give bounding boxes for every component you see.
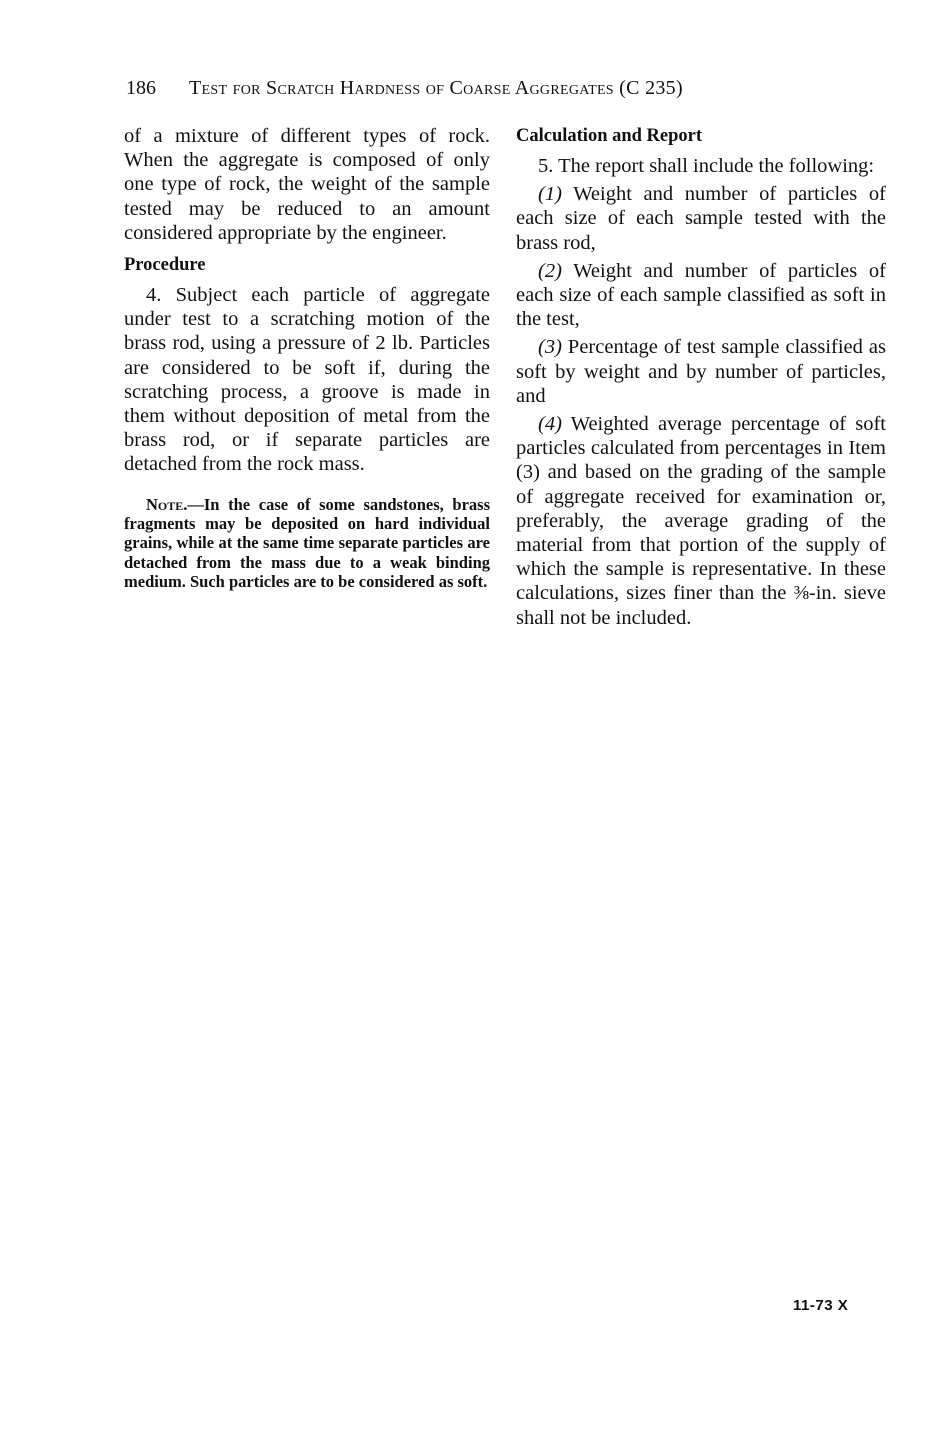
left-column bbox=[124, 124, 490, 592]
item-text: Weight and number of particles of each size of each sample tested with the brass rod, bbox=[516, 183, 886, 254]
report-intro: 5. The report shall include the following: bbox=[538, 155, 875, 177]
page-number: 186 bbox=[126, 77, 156, 99]
report-item bbox=[516, 259, 886, 332]
item-number: (4) bbox=[538, 413, 562, 436]
running-title: Test for Scratch Hardness of Coarse Aggregates (C 235) bbox=[189, 77, 683, 99]
calculation-heading: Calculation and Report bbox=[516, 126, 703, 146]
item-number: (3) bbox=[538, 336, 562, 359]
footer-code: 11-73 X bbox=[793, 1297, 849, 1314]
note bbox=[124, 495, 490, 592]
report-item bbox=[516, 335, 886, 408]
item-number: (2) bbox=[538, 259, 562, 282]
running-header bbox=[126, 76, 826, 100]
report-item bbox=[516, 412, 886, 630]
procedure-heading: Procedure bbox=[124, 255, 206, 276]
right-column bbox=[516, 124, 886, 630]
report-item bbox=[516, 182, 886, 255]
intro-paragraph: of a mixture of different types of rock. When the aggregate is composed of only one type of rock, the weight of the sample tested may be reduced to an amount considered appropriate by the engineer. bbox=[124, 125, 490, 244]
item-text: Weighted average percentage of soft particles calculated from percentages in Item (3) and based on the grading of the sample of aggregate received for examination or, preferably, the average grading of the material from that portion of the supply of which the sample is representative. In these calculations, sizes finer than the ⅜-in. sieve shall not be included. bbox=[516, 413, 886, 629]
item-text: Percentage of test sample classified as soft by weight and by number of particles, and bbox=[516, 336, 886, 407]
note-text: —In the case of some sandstones, brass fragments may be deposited on hard individual grains, while at the same time separate particles are detached from the mass due to a weak binding medium. Such particles are to be considered as soft. bbox=[124, 494, 490, 592]
note-label: Note. bbox=[146, 494, 188, 514]
item-number: (1) bbox=[538, 183, 562, 206]
procedure-paragraph: 4. Subject each particle of aggregate under test to a scratching motion of the brass rod, using a pressure of 2 lb. Particles are considered to be soft if, during the scratching process, a groove is made in them without deposition of metal from the brass rod, or if separate particles are detached from the rock mass. bbox=[124, 284, 490, 476]
item-text: Weight and number of particles of each size of each sample classified as soft in the test, bbox=[516, 259, 886, 331]
